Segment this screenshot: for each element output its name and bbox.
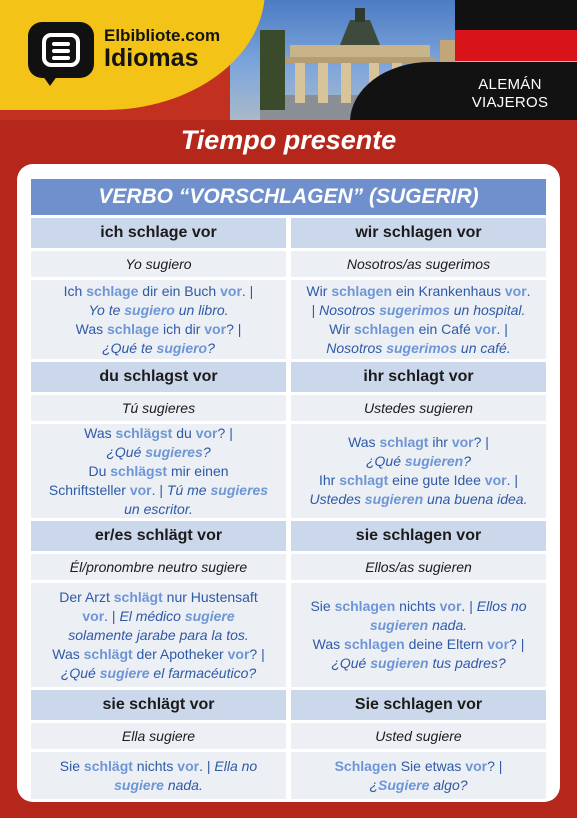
example-line: Der Arzt schlägt nur Hustensaft [59, 588, 258, 605]
conjugation-table [31, 179, 546, 799]
example-line: vor. | El médico sugiere [82, 607, 235, 624]
example-sentences [291, 752, 546, 799]
example-sentences [31, 424, 286, 518]
pronoun-form: ihr schlagt vor [291, 362, 546, 392]
example-line: ¿Qué sugieren tus padres? [331, 655, 506, 671]
brand-name: Idiomas [104, 44, 199, 72]
example-sentences [291, 280, 546, 359]
pronoun-form: ich schlage vor [31, 218, 286, 248]
conjugation-grid [31, 215, 546, 799]
pronoun-form: du schlagst vor [31, 362, 286, 392]
example-line: Was schlagt ihr vor? | [348, 434, 489, 450]
header [0, 0, 577, 120]
example-line: ¿Qué te sugiero? [102, 339, 215, 356]
example-line: Schlagen Sie etwas vor? | [334, 757, 503, 774]
example-line: Was schlagen deine Eltern vor? | [312, 636, 525, 652]
example-line: sugieren nada. [369, 617, 468, 633]
example-sentences [31, 280, 286, 359]
example-line: Was schlägst du vor? | [84, 424, 233, 441]
pronoun-form: er/es schlägt vor [31, 521, 286, 551]
pronoun-form: sie schlagen vor [291, 521, 546, 551]
example-line: Wir schlagen ein Café vor. | [329, 320, 508, 337]
example-line: Ustedes sugieren una buena idea. [309, 491, 528, 507]
example-sentences [31, 583, 286, 687]
example-line: ¿Sugiere algo? [369, 776, 468, 793]
example-line: Du schlägst mir einen [88, 462, 229, 479]
example-line: Ich schlage dir ein Buch vor. | [63, 282, 254, 299]
translation: Yo sugiero [31, 251, 286, 277]
example-line: Sie schlägt nichts vor. | Ella no [59, 757, 258, 774]
language-label [455, 76, 565, 112]
example-line: ¿Qué sugiere el farmacéutico? [60, 664, 257, 681]
conjugation-card [17, 164, 560, 802]
logo-tail [40, 72, 60, 86]
pronoun-form: Sie schlagen vor [291, 690, 546, 720]
logo-icon [28, 22, 94, 78]
example-line: | Nosotros sugerimos un hospital. [311, 301, 526, 318]
example-line: solamente jarabe para la tos. [68, 626, 249, 643]
example-sentences [31, 752, 286, 799]
translation: Tú sugieres [31, 395, 286, 421]
example-line: Was schlage ich dir vor? | [75, 320, 242, 337]
example-sentences [291, 583, 546, 687]
example-line: sugiere nada. [114, 776, 203, 793]
example-line: Schriftsteller vor. | Tú me sugieres [48, 481, 269, 498]
example-line: Yo te sugiero un libro. [88, 301, 229, 318]
pronoun-form: sie schlägt vor [31, 690, 286, 720]
translation: Ella sugiere [31, 723, 286, 749]
page-title: Tiempo presente [180, 125, 397, 155]
pronoun-form: wir schlagen vor [291, 218, 546, 248]
translation: Ustedes sugieren [291, 395, 546, 421]
brand [104, 26, 220, 71]
example-line: ¿Qué sugieres? [106, 443, 211, 460]
verb-title: VERBO “VORSCHLAGEN” (SUGERIR) [31, 179, 546, 215]
example-line: Wir schlagen ein Krankenhaus vor. [306, 282, 531, 299]
brand-site: Elbibliote.com [104, 26, 221, 45]
language-name: ALEMÁN [478, 76, 542, 93]
example-line: Ihr schlagt eine gute Idee vor. | [319, 472, 518, 488]
translation: Él/pronombre neutro sugiere [31, 554, 286, 580]
translation: Usted sugiere [291, 723, 546, 749]
example-line: Nosotros sugerimos un café. [326, 339, 511, 356]
language-subtitle: VIAJEROS [471, 94, 549, 111]
example-sentences [291, 424, 546, 518]
example-line: un escritor. [124, 500, 193, 517]
translation: Nosotros/as sugerimos [291, 251, 546, 277]
example-line: Sie schlagen nichts vor. | Ellos no [310, 598, 527, 614]
example-line: ¿Qué sugieren? [365, 453, 472, 469]
translation: Ellos/as sugieren [291, 554, 546, 580]
example-line: Was schlägt der Apotheker vor? | [52, 645, 265, 662]
